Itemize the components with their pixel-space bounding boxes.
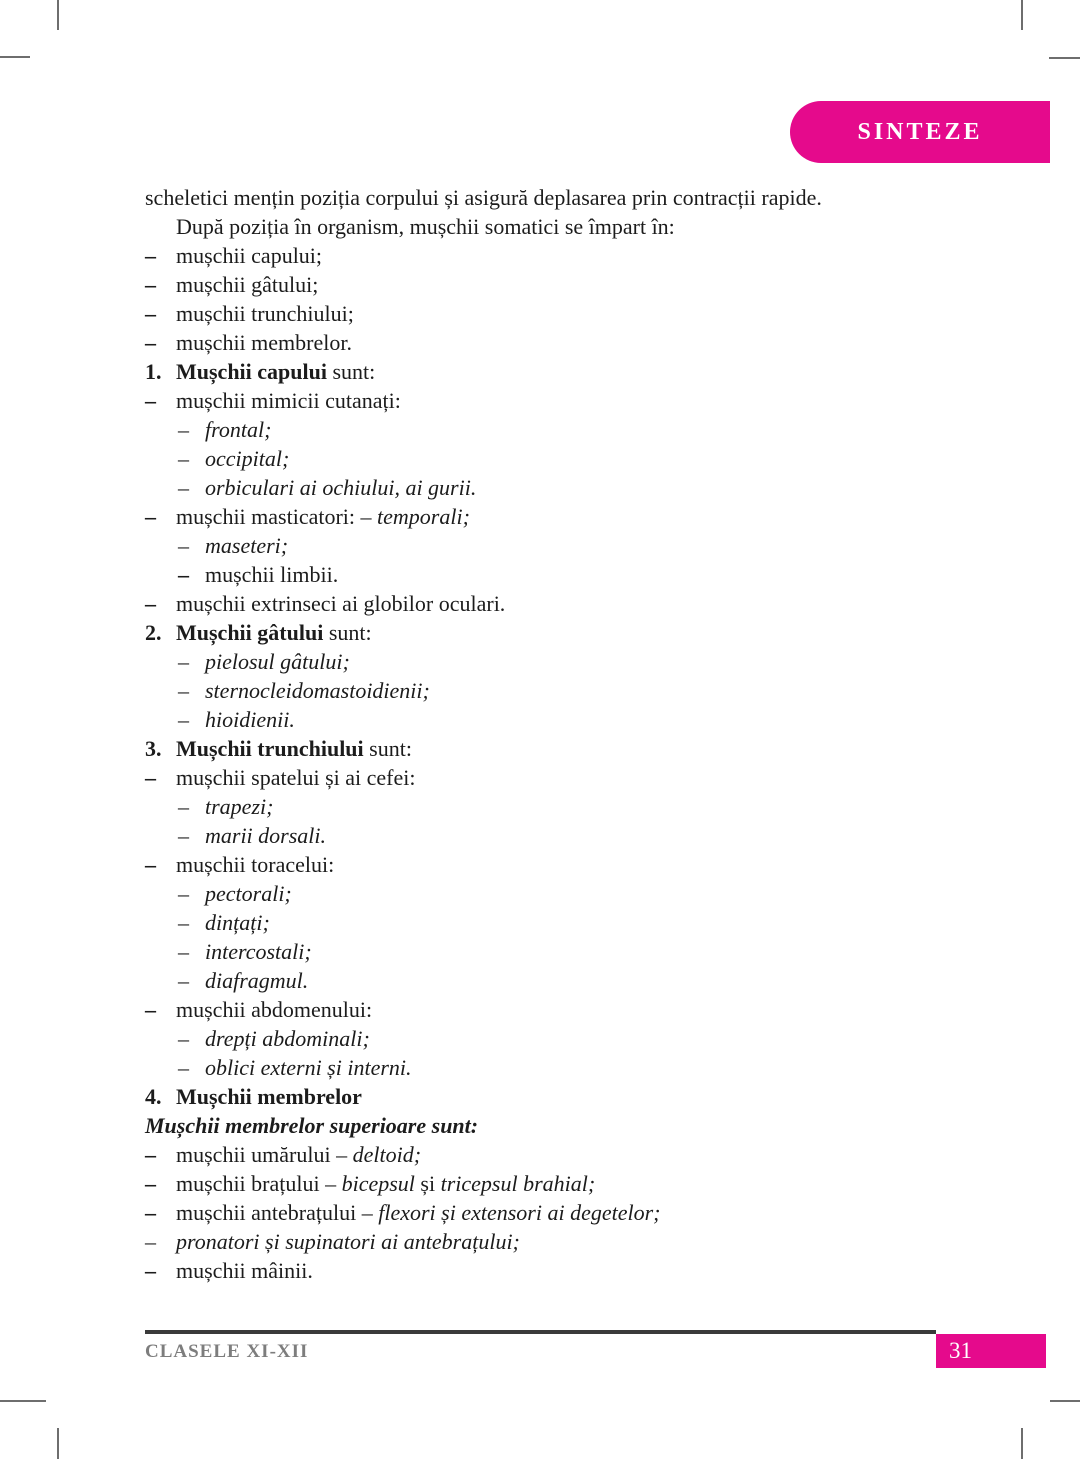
line-text: hioidienii.: [205, 707, 295, 732]
line-text: sternocleidomastoidienii;: [205, 678, 430, 703]
text-line: [145, 357, 940, 386]
dash-marker: –: [178, 1055, 189, 1080]
dash-marker: –: [178, 910, 189, 935]
body-text: [145, 183, 940, 1285]
text-line: [145, 734, 940, 763]
text-line: [145, 299, 940, 328]
text-line: [178, 937, 940, 966]
line-text: mușchii mimicii cutanați:: [176, 388, 401, 413]
text-line: [178, 821, 940, 850]
dash-marker: –: [178, 707, 189, 732]
crop-mark-icon: [1050, 1400, 1080, 1402]
dash-marker: –: [145, 1258, 156, 1283]
dash-marker: –: [178, 446, 189, 471]
text-line: [178, 647, 940, 676]
text-line: [178, 705, 940, 734]
number-marker: 2.: [145, 620, 162, 645]
text-line: [145, 1227, 940, 1256]
text-line: [145, 589, 940, 618]
crop-mark-icon: [0, 1400, 46, 1402]
line-text: pectorali;: [205, 881, 292, 906]
line-text: maseteri;: [205, 533, 289, 558]
page-number-box: [936, 1334, 1046, 1368]
dash-marker: –: [145, 272, 156, 297]
text-line: [145, 502, 940, 531]
text-line: [178, 560, 940, 589]
line-text: oblici externi și interni.: [205, 1055, 412, 1080]
line-text: drepți abdominali;: [205, 1026, 370, 1051]
line-text: mușchii umărului – deltoid;: [176, 1142, 422, 1167]
line-text: pronatori și supinatori ai antebrațului;: [176, 1229, 520, 1254]
crop-mark-icon: [0, 56, 30, 58]
line-text: mușchii trunchiului;: [176, 301, 354, 326]
text-line: [178, 676, 940, 705]
dash-marker: –: [178, 939, 189, 964]
dash-marker: –: [178, 678, 189, 703]
crop-mark-icon: [1049, 57, 1080, 59]
dash-marker: –: [178, 881, 189, 906]
line-text: scheletici mențin poziția corpului și asigură deplasarea prin contracții rapide.: [145, 185, 822, 210]
line-text: mușchii membrelor.: [176, 330, 352, 355]
text-line: [178, 908, 940, 937]
line-text: mușchii masticatori: – temporali;: [176, 504, 470, 529]
dash-marker: –: [145, 504, 156, 529]
line-text: mușchii spatelui și ai cefei:: [176, 765, 416, 790]
dash-marker: –: [145, 1171, 156, 1196]
text-line: [145, 1169, 940, 1198]
line-text: Mușchii capului sunt:: [176, 359, 376, 384]
text-line: [178, 415, 940, 444]
text-line: [145, 328, 940, 357]
line-text: Mușchii membrelor: [176, 1084, 362, 1109]
dash-marker: –: [178, 417, 189, 442]
line-text: marii dorsali.: [205, 823, 327, 848]
line-text: mușchii toracelui:: [176, 852, 335, 877]
line-text: orbiculari ai ochiului, ai gurii.: [205, 475, 477, 500]
dash-marker: –: [178, 794, 189, 819]
dash-marker: –: [145, 1142, 156, 1167]
dash-marker: –: [145, 301, 156, 326]
text-line: [145, 1198, 940, 1227]
line-text: mușchii abdomenului:: [176, 997, 373, 1022]
line-text: trapezi;: [205, 794, 274, 819]
text-line: [145, 995, 940, 1024]
number-marker: 4.: [145, 1084, 162, 1109]
dash-marker: –: [178, 533, 189, 558]
text-line: [145, 270, 940, 299]
text-line: [145, 1140, 940, 1169]
banner-title: SINTEZE: [857, 118, 983, 145]
text-line: [178, 879, 940, 908]
dash-marker: –: [145, 591, 156, 616]
line-text: mușchii extrinseci ai globilor oculari.: [176, 591, 506, 616]
text-line: [145, 1082, 940, 1111]
dash-marker: –: [178, 1026, 189, 1051]
line-text: mușchii brațului – bicepsul și tricepsul brahial;: [176, 1171, 596, 1196]
dash-marker: –: [178, 823, 189, 848]
text-line: [178, 1053, 940, 1082]
line-text: Mușchii trunchiului sunt:: [176, 736, 412, 761]
dash-marker: –: [145, 852, 156, 877]
text-line: [178, 444, 940, 473]
text-line: [178, 966, 940, 995]
line-text: frontal;: [205, 417, 272, 442]
text-line: [145, 763, 940, 792]
line-text: dințați;: [205, 910, 270, 935]
text-line: [145, 1256, 940, 1285]
text-line: [178, 531, 940, 560]
line-text: mușchii gâtului;: [176, 272, 319, 297]
text-line: [145, 1111, 940, 1140]
number-marker: 3.: [145, 736, 162, 761]
dash-marker: –: [178, 562, 189, 587]
line-text: intercostali;: [205, 939, 312, 964]
line-text: mușchii antebrațului – flexori și extensori ai degetelor;: [176, 1200, 661, 1225]
text-line: [145, 212, 940, 241]
dash-marker: –: [178, 968, 189, 993]
footer-section-label: CLASELE XI-XII: [145, 1341, 309, 1362]
line-text: După poziția în organism, mușchii somatici se împart în:: [176, 214, 675, 239]
line-text: mușchii mâinii.: [176, 1258, 313, 1283]
line-text: mușchii capului;: [176, 243, 323, 268]
page-number: 31: [949, 1338, 972, 1363]
dash-marker: –: [145, 243, 156, 268]
line-text: mușchii limbii.: [205, 562, 339, 587]
footer-rule: [145, 1330, 936, 1334]
text-line: [178, 473, 940, 502]
line-text: pielosul gâtului;: [205, 649, 350, 674]
text-line: [178, 792, 940, 821]
text-line: [178, 1024, 940, 1053]
dash-marker: –: [145, 388, 156, 413]
dash-marker: –: [145, 765, 156, 790]
text-line: [145, 618, 940, 647]
crop-mark-icon: [57, 0, 59, 30]
dash-marker: –: [145, 1200, 156, 1225]
dash-marker: –: [145, 330, 156, 355]
line-text: occipital;: [205, 446, 290, 471]
text-line: [145, 183, 940, 212]
crop-mark-icon: [1021, 1428, 1023, 1459]
sinteze-banner: [790, 101, 1050, 163]
line-text: diafragmul.: [205, 968, 309, 993]
dash-marker: –: [145, 997, 156, 1022]
line-text: Mușchii membrelor superioare sunt:: [145, 1113, 479, 1138]
number-marker: 1.: [145, 359, 162, 384]
dash-marker: –: [178, 475, 189, 500]
crop-mark-icon: [1021, 0, 1023, 30]
text-line: [145, 850, 940, 879]
crop-mark-icon: [57, 1428, 59, 1459]
line-text: Mușchii gâtului sunt:: [176, 620, 372, 645]
dash-marker: –: [178, 649, 189, 674]
text-line: [145, 241, 940, 270]
dash-marker: –: [145, 1229, 156, 1254]
text-line: [145, 386, 940, 415]
